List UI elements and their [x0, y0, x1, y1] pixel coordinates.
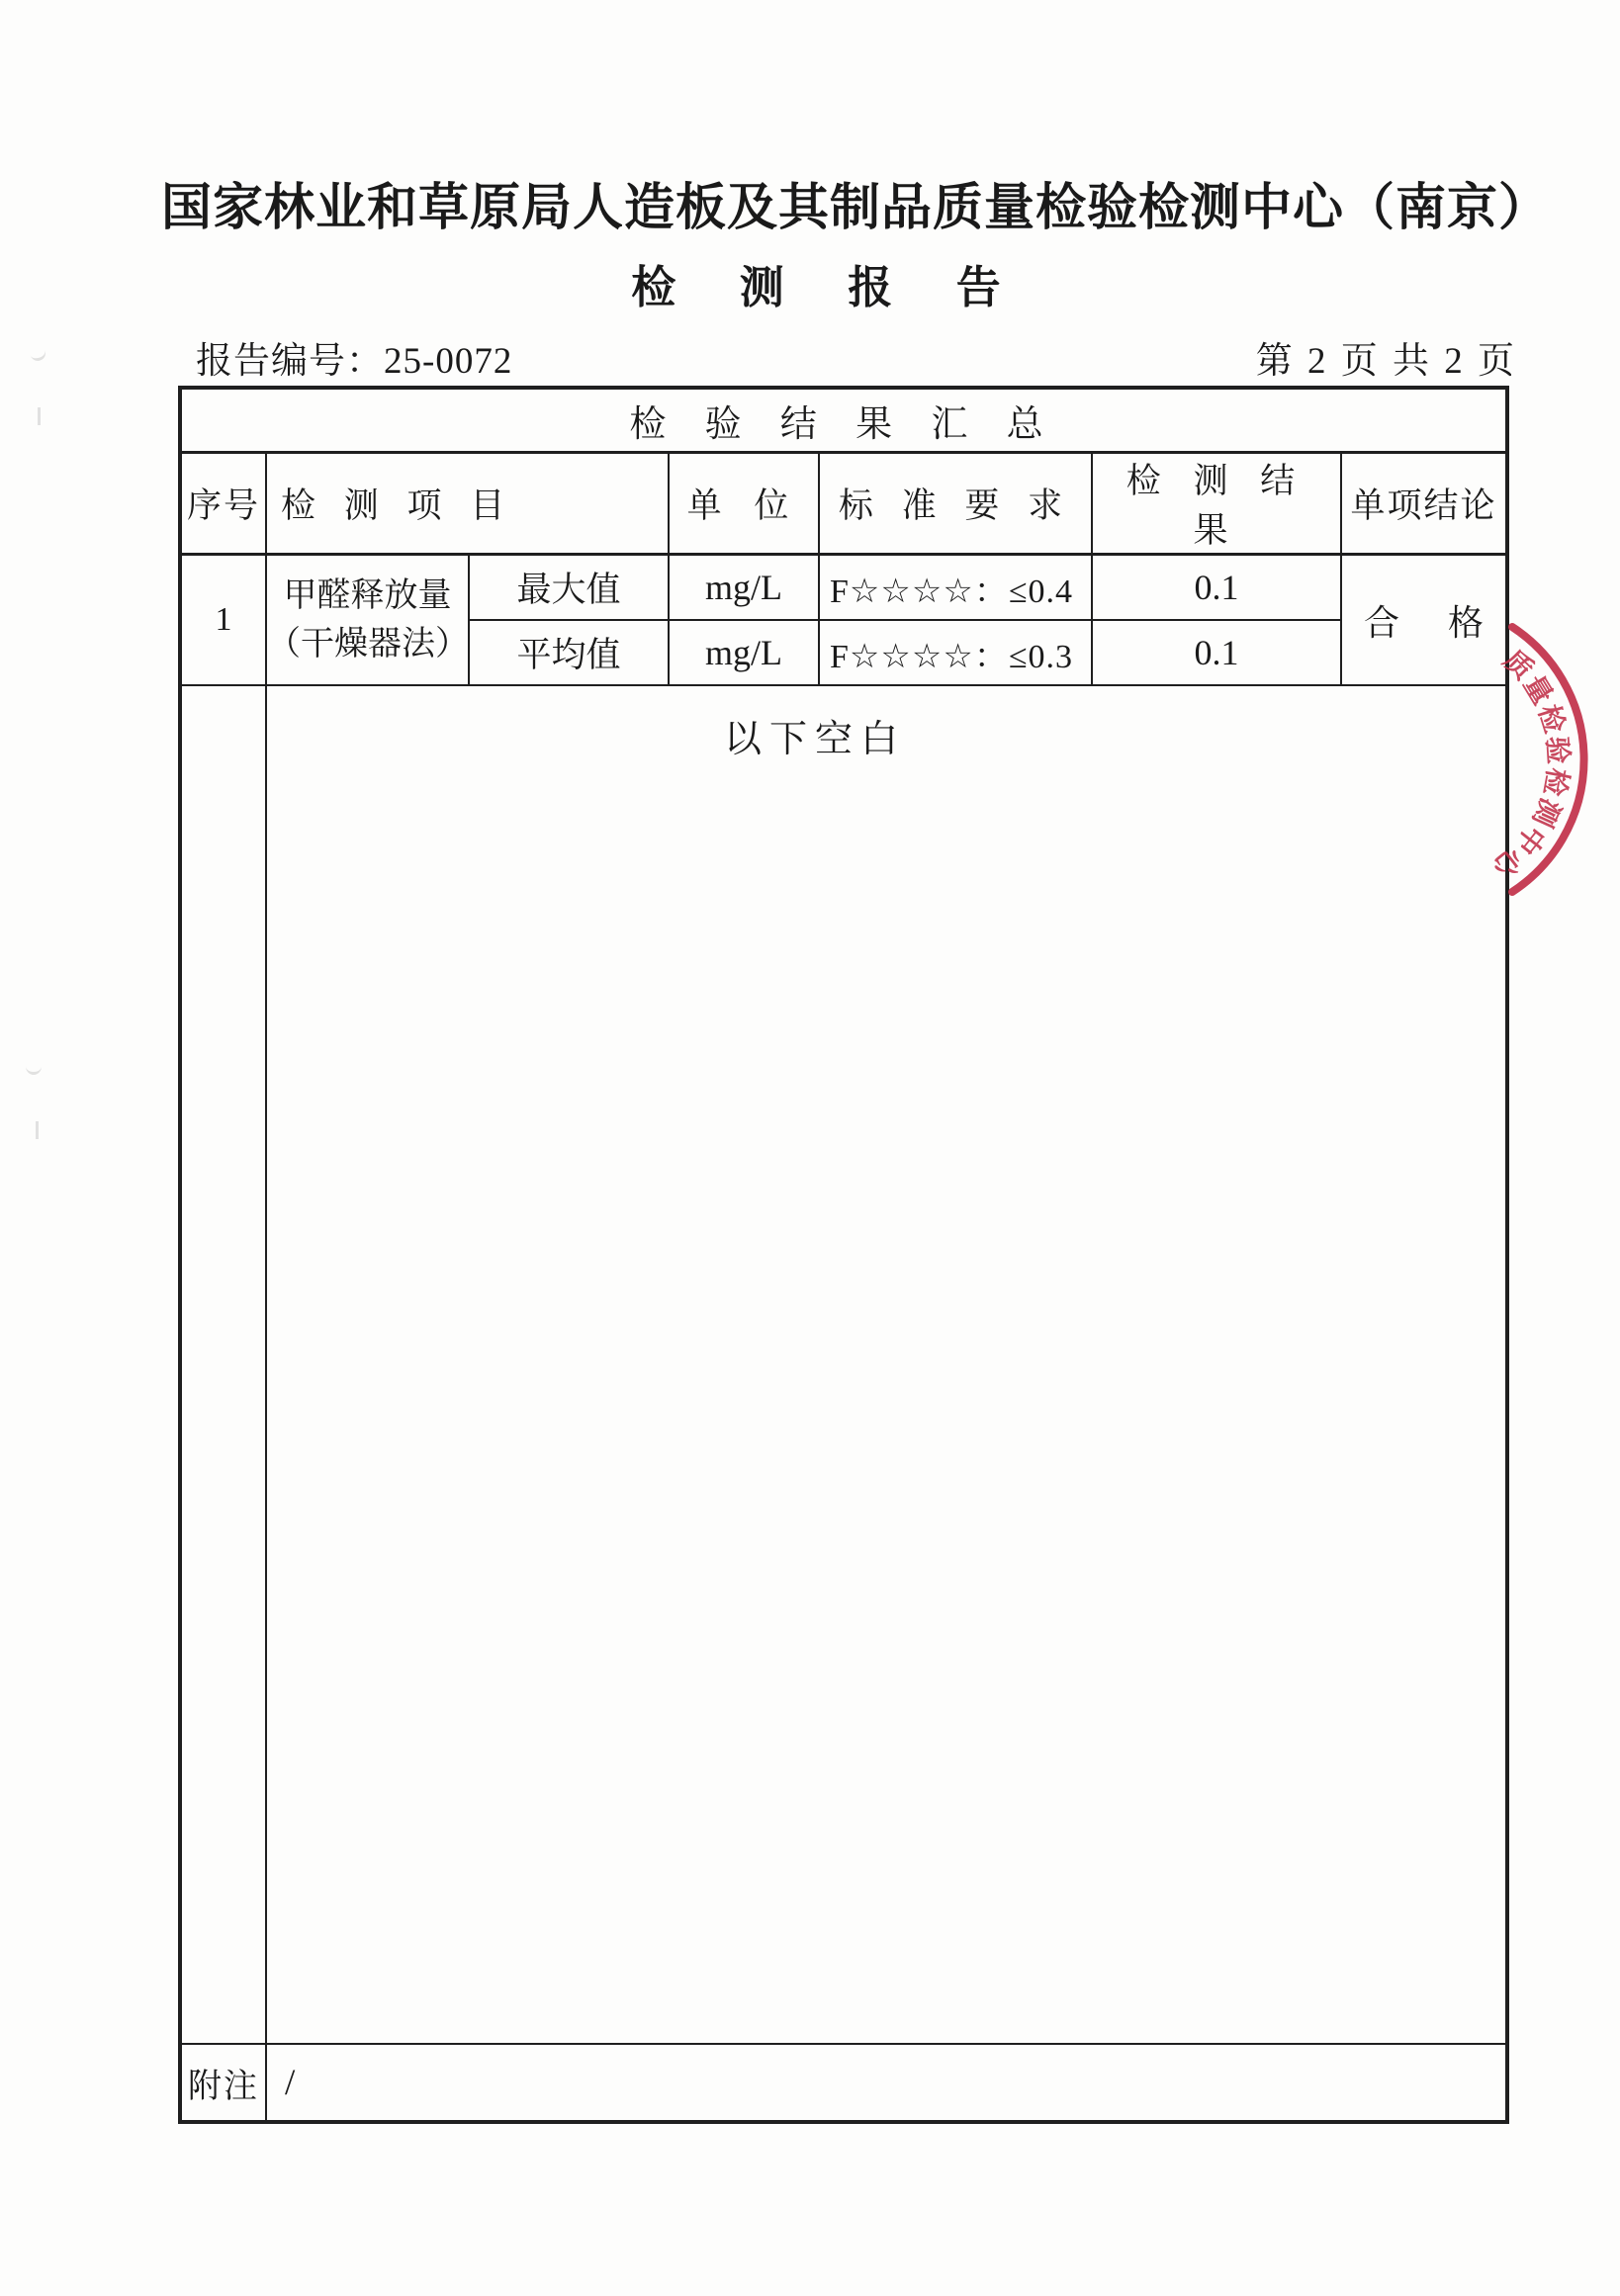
- footnote-label: 附注: [180, 2044, 266, 2122]
- blank-below-note: 以下空白: [724, 719, 907, 760]
- col-header-conclusion: 单项结论: [1341, 453, 1507, 555]
- col-header-standard: 标 准 要 求: [819, 453, 1092, 555]
- table-header-row: [180, 453, 1507, 555]
- col-header-item: 检 测 项 目: [266, 453, 669, 555]
- report-number-value: 25-0072: [384, 341, 513, 382]
- col-header-unit: 单 位: [669, 453, 819, 555]
- item-name: 甲醛释放量: [283, 576, 452, 614]
- item-method: （干燥器法）: [267, 626, 469, 662]
- scan-artifact: [28, 342, 47, 363]
- col-header-seq: 序号: [180, 453, 266, 555]
- cell-sub-max: 最大值: [469, 555, 669, 621]
- page-counter: 第 2 页 共 2 页: [1255, 341, 1517, 382]
- footnote-row: [180, 2044, 1507, 2122]
- report-subtitle: 检 测 报 告: [631, 262, 1027, 312]
- page-title: 国家林业和草原局人造板及其制品质量检验检测中心（南京）: [160, 179, 1550, 235]
- seal-border-arc: [1512, 627, 1584, 892]
- cell-standard-max: F☆☆☆☆：≤0.4: [819, 555, 1092, 621]
- report-number-line: [196, 330, 512, 384]
- cell-unit-avg: mg/L: [669, 620, 819, 685]
- cell-seq: 1: [180, 555, 266, 686]
- report-number-label: 报告编号：: [196, 341, 384, 382]
- seal-arc-text: 质量检验检测中心: [1485, 645, 1574, 884]
- result-summary-table: [178, 386, 1509, 2124]
- blank-area-cell: [266, 685, 1507, 2044]
- scan-artifact: [38, 407, 48, 425]
- cell-standard-avg: F☆☆☆☆：≤0.3: [819, 620, 1092, 685]
- footnote-value: /: [266, 2044, 1507, 2122]
- blank-seq-cell: [180, 685, 266, 2044]
- table-title-row: [180, 388, 1507, 453]
- col-header-result: 检 测 结 果: [1092, 453, 1341, 555]
- cell-test-item: [266, 555, 469, 686]
- cell-result-avg: 0.1: [1092, 620, 1341, 685]
- cell-result-max: 0.1: [1092, 555, 1341, 621]
- scan-artifact: [26, 1058, 42, 1075]
- table-title: 检 验 结 果 汇 总: [180, 388, 1507, 453]
- table-row: [180, 555, 1507, 621]
- cell-unit-max: mg/L: [669, 555, 819, 621]
- blank-area-row: [180, 685, 1507, 2044]
- cell-sub-avg: 平均值: [469, 620, 669, 685]
- scan-artifact: [36, 1121, 46, 1139]
- cell-conclusion: 合 格: [1341, 555, 1507, 686]
